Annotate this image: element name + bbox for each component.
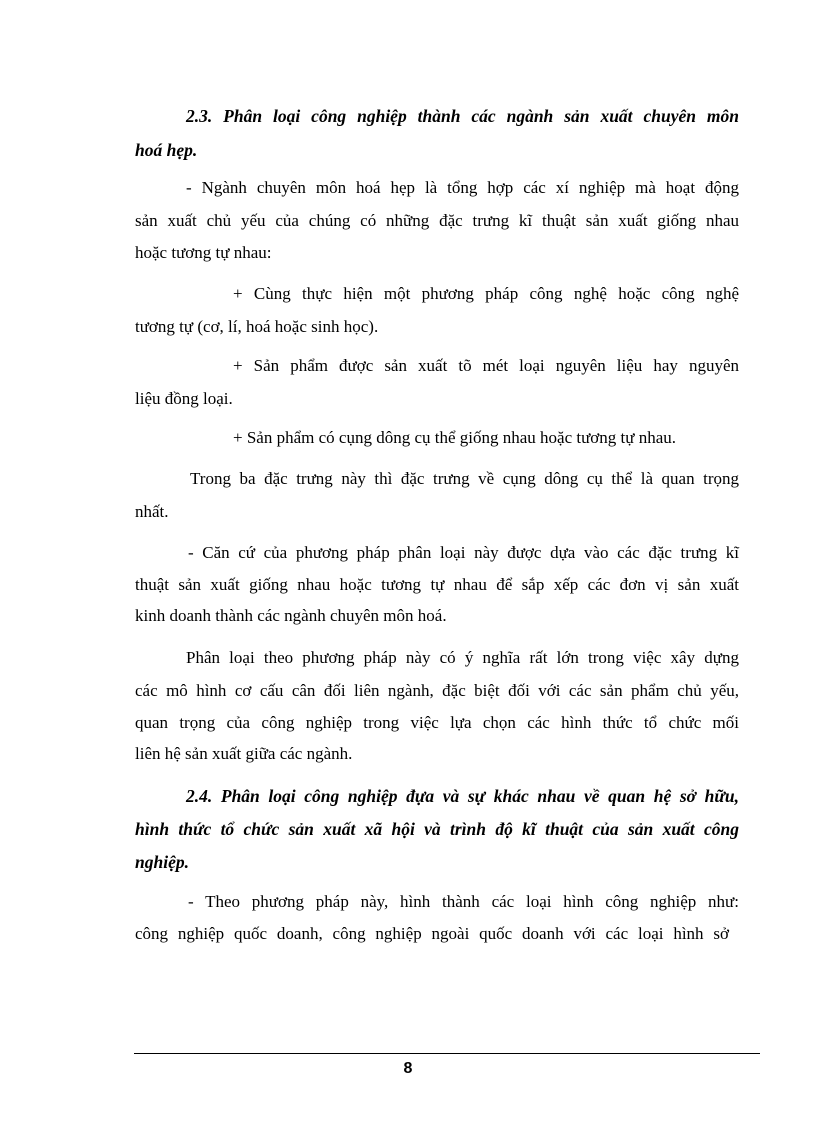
paragraph-1-line-1: - Ngành chuyên môn hoá hẹp là tổng hợp các xí nghiệp mà hoạt động — [186, 178, 739, 197]
paragraph-5-line-2: công nghiệp quốc doanh, công nghiệp ngoài quốc doanh với các loại hình sở — [135, 924, 729, 943]
footer-rule — [134, 1053, 760, 1054]
paragraph-3-line-3: kinh doanh thành các ngành chuyên môn hoá. — [135, 606, 447, 625]
section-heading-2-4-line-3: nghiệp. — [135, 852, 189, 872]
section-heading-2-4-line-1: 2.4. Phân loại công nghiệp đựa và sự khác nhau về quan hệ sở hữu, — [186, 786, 739, 806]
section-heading-2-4-line-2: hình thức tổ chức sản xuất xã hội và trình độ kĩ thuật của sản xuất công — [135, 819, 739, 839]
paragraph-3-line-2: thuật sản xuất giống nhau hoặc tương tự nhau để sắp xếp các đơn vị sản xuất — [135, 575, 739, 594]
bullet-2-line-2: liệu đồng loại. — [135, 389, 233, 408]
paragraph-2-line-1: Trong ba đặc trưng này thì đặc trưng về cụng dông cụ thể là quan trọng — [190, 469, 739, 488]
paragraph-1-line-2: sản xuất chủ yếu của chúng có những đặc trưng kĩ thuật sản xuất giống nhau — [135, 211, 739, 230]
bullet-3-line-1: + Sản phẩm có cụng dông cụ thể giống nhau hoặc tương tự nhau. — [233, 428, 677, 447]
section-heading-2-3-line-1: 2.3. Phân loại công nghiệp thành các ngành sản xuất chuyên môn — [186, 106, 739, 126]
bullet-1-line-2: tương tự (cơ, lí, hoá hoặc sinh học). — [135, 317, 379, 336]
page-number: 8 — [403, 1060, 413, 1077]
paragraph-4-line-2: các mô hình cơ cấu cân đối liên ngành, đặc biệt đối với các sản phẩm chủ yếu, — [135, 681, 739, 700]
section-heading-2-3-line-2: hoá hẹp. — [135, 140, 198, 160]
bullet-1-line-1: + Cùng thực hiện một phương pháp công nghệ hoặc công nghệ — [233, 284, 739, 303]
paragraph-4-line-4: liên hệ sản xuất giữa các ngành. — [135, 744, 353, 763]
paragraph-4-line-3: quan trọng của công nghiệp trong việc lựa chọn các hình thức tổ chức mối — [135, 713, 739, 732]
bullet-2-line-1: + Sản phẩm được sản xuất tõ mét loại nguyên liệu hay nguyên — [233, 356, 739, 375]
paragraph-5-line-1: - Theo phương pháp này, hình thành các loại hình công nghiệp như: — [188, 892, 739, 911]
paragraph-1-line-3: hoặc tương tự nhau: — [135, 243, 272, 262]
paragraph-4-line-1: Phân loại theo phương pháp này có ý nghĩa rất lớn trong việc xây dựng — [186, 648, 739, 667]
paragraph-2-line-2: nhất. — [135, 502, 169, 521]
paragraph-3-line-1: - Căn cứ của phương pháp phân loại này được dựa vào các đặc trưng kĩ — [188, 543, 739, 562]
